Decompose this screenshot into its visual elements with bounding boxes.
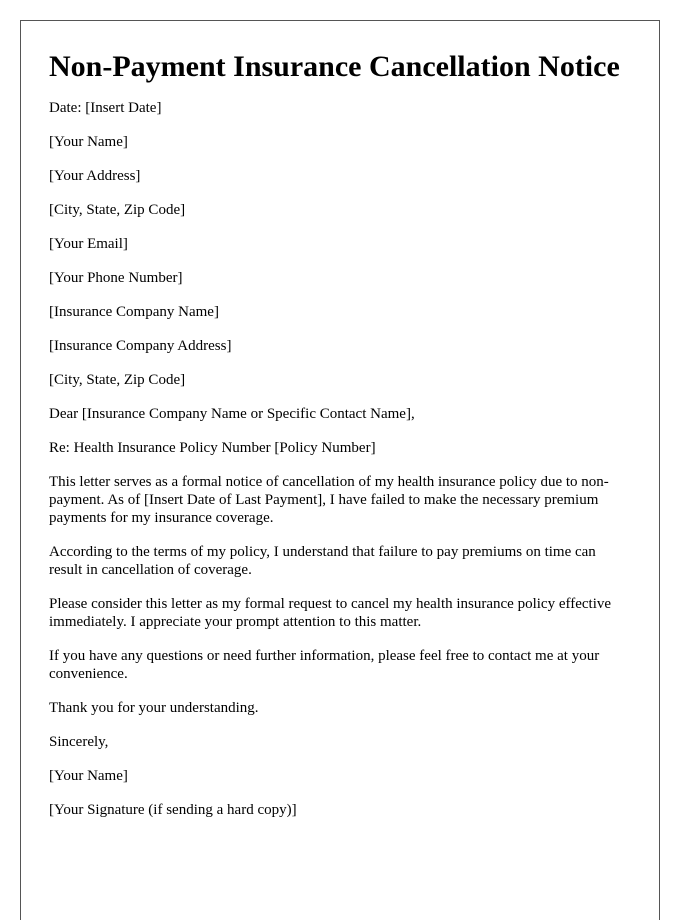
subject-line: Re: Health Insurance Policy Number [Policy Number] [49, 440, 376, 456]
closing: Sincerely, [49, 734, 109, 750]
body-paragraph: This letter serves as a formal notice of cancellation of my health insurance policy due to non-payment. As of [Insert Date of Last Payment], I have failed to make the necessary premium payments for my insurance coverage. [49, 474, 609, 526]
body-paragraph: According to the terms of my policy, I understand that failure to pay premiums on time can result in cancellation of coverage. [49, 544, 596, 578]
sender-city-state-zip: [City, State, Zip Code] [49, 202, 186, 218]
sender-name: [Your Name] [49, 134, 128, 150]
recipient-company-address: [Insurance Company Address] [49, 338, 232, 354]
sender-address: [Your Address] [49, 168, 141, 184]
body-paragraph: If you have any questions or need further information, please feel free to contact me at your convenience. [49, 648, 600, 682]
body-paragraph: Please consider this letter as my formal request to cancel my health insurance policy effective immediately. I appreciate your prompt attention to this matter. [49, 596, 612, 630]
sender-phone: [Your Phone Number] [49, 270, 183, 286]
signature-name: [Your Name] [49, 768, 128, 784]
body-paragraph: Thank you for your understanding. [49, 700, 259, 716]
letter-date: Date: [Insert Date] [49, 100, 162, 116]
letter-title: Non-Payment Insurance Cancellation Notice [49, 50, 620, 83]
recipient-city-state-zip: [City, State, Zip Code] [49, 372, 186, 388]
salutation: Dear [Insurance Company Name or Specific Contact Name], [49, 406, 415, 422]
recipient-company-name: [Insurance Company Name] [49, 304, 219, 320]
letter-page [20, 20, 660, 920]
signature-note: [Your Signature (if sending a hard copy)] [49, 802, 297, 818]
sender-email: [Your Email] [49, 236, 128, 252]
